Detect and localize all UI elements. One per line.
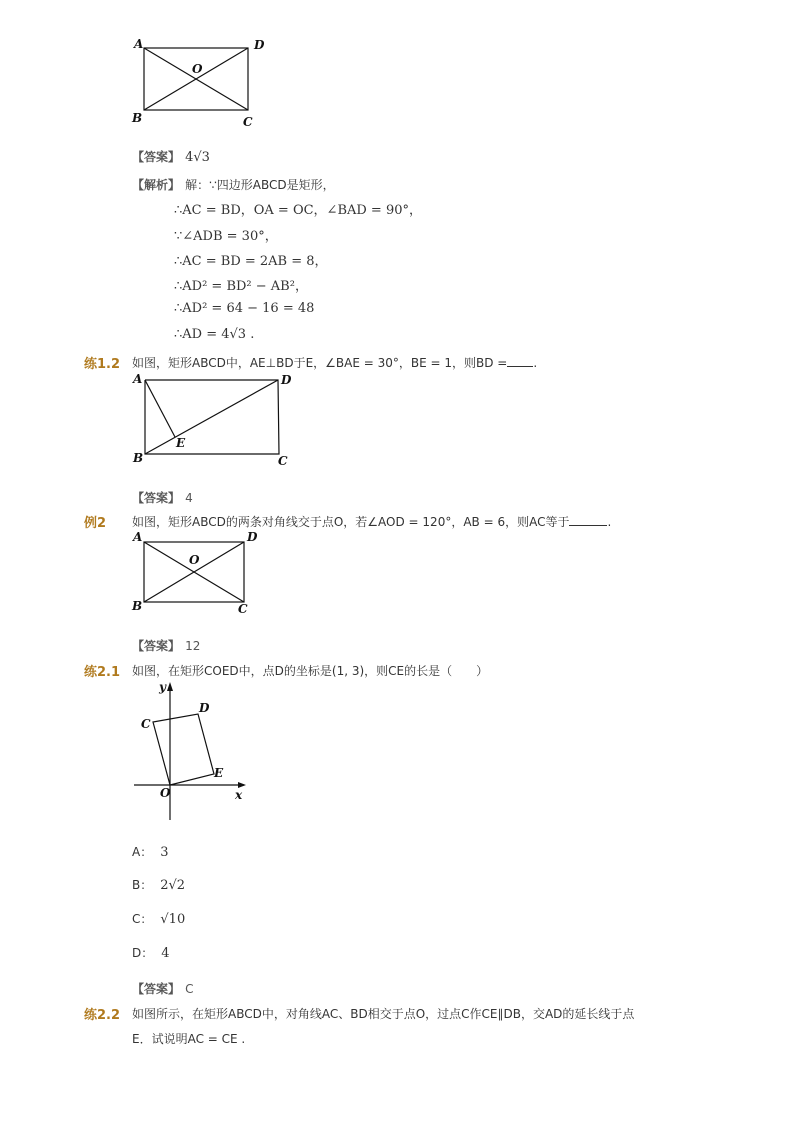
fig4-label-y: y xyxy=(159,680,166,694)
fig1-label-d: D xyxy=(254,38,265,52)
fig1-label-o: O xyxy=(192,62,203,76)
analysis-intro: 解：∵四边形ABCD是矩形， xyxy=(185,178,335,192)
figure-rectangle-abcd-2 xyxy=(128,370,298,470)
fig1-label-a: A xyxy=(134,37,144,51)
answer-block-1 xyxy=(132,146,210,165)
choice-key: B： xyxy=(132,878,153,892)
question-tail: . xyxy=(533,356,538,370)
example-text-2 xyxy=(132,513,611,530)
answer-value: 4√3 xyxy=(185,150,210,165)
choice-value: 2√2 xyxy=(160,878,186,893)
choice-value: √10 xyxy=(160,912,186,927)
choice-b[interactable] xyxy=(132,876,185,893)
choice-key: D： xyxy=(132,946,154,960)
fig2-label-b: B xyxy=(133,451,144,465)
analysis-step-5: ∴AD² = 64 − 16 = 48 xyxy=(174,301,315,316)
fig4-label-d: D xyxy=(199,701,210,715)
question-label-2-1: 练2.1 xyxy=(84,665,121,680)
figure-coordinate-coed xyxy=(128,678,258,823)
answer-tag: 【答案】 xyxy=(132,639,181,653)
fig2-label-a: A xyxy=(133,372,143,386)
answer-value: 12 xyxy=(185,639,201,653)
choice-key: C： xyxy=(132,912,153,926)
analysis-step-2: ∵∠ADB = 30°， xyxy=(174,229,278,244)
choice-value: 4 xyxy=(161,946,170,961)
fig2-label-e: E xyxy=(176,436,186,450)
example-text: 如图，矩形ABCD的两条对角线交于点O，若∠AOD = 120°，AB = 6，则AC等于 xyxy=(132,515,570,529)
analysis-step-4: ∴AD² = BD² − AB²， xyxy=(174,279,308,294)
choice-a[interactable] xyxy=(132,843,169,860)
question-text-1-2 xyxy=(132,354,537,371)
fig4-label-e: E xyxy=(214,766,224,780)
analysis-step-3: ∴AC = BD = 2AB = 8， xyxy=(174,254,328,269)
question-text: 如图，矩形ABCD中，AE⊥BD于E，∠BAE = 30°，BE = 1，则BD = xyxy=(132,356,508,370)
figure-rectangle-abcd-1 xyxy=(130,36,270,128)
choice-value: 3 xyxy=(160,845,169,860)
answer-value: C xyxy=(185,982,194,996)
choice-d[interactable] xyxy=(132,944,170,961)
question-text-2-1: 如图，在矩形COED中，点D的坐标是(1, 3)，则CE的长是（ ） xyxy=(132,664,489,678)
answer-blank xyxy=(507,356,533,367)
choice-key: A： xyxy=(132,845,153,859)
fig3-label-d: D xyxy=(247,530,258,544)
answer-block-2-1 xyxy=(132,978,194,997)
figure-rectangle-abcd-3 xyxy=(130,530,270,620)
example-label-2: 例2 xyxy=(84,516,107,531)
analysis-tag: 【解析】 xyxy=(132,178,181,192)
question-label-2-2: 练2.2 xyxy=(84,1008,121,1023)
fig3-label-o: O xyxy=(189,553,200,567)
choice-c[interactable] xyxy=(132,910,185,927)
analysis-step-6: ∴AD = 4√3 . xyxy=(174,327,255,342)
fig2-label-c: C xyxy=(278,454,288,468)
fig4-label-x: x xyxy=(235,788,243,802)
answer-blank xyxy=(569,515,607,526)
fig4-label-o: O xyxy=(160,786,171,800)
fig3-label-c: C xyxy=(238,602,248,616)
fig1-label-c: C xyxy=(243,115,253,128)
analysis-header xyxy=(132,174,335,193)
answer-value: 4 xyxy=(185,491,193,505)
example-tail: . xyxy=(607,515,612,529)
answer-tag: 【答案】 xyxy=(132,150,181,164)
question-label-1-2: 练1.2 xyxy=(84,357,121,372)
fig2-label-d: D xyxy=(281,373,292,387)
answer-block-2 xyxy=(132,635,200,654)
answer-tag: 【答案】 xyxy=(132,491,181,505)
analysis-step-1: ∴AC = BD，OA = OC，∠BAD = 90°， xyxy=(174,203,423,218)
fig3-label-a: A xyxy=(133,530,143,544)
fig3-label-b: B xyxy=(132,599,143,613)
fig4-label-c: C xyxy=(141,717,151,731)
fig1-label-b: B xyxy=(132,111,143,125)
answer-tag: 【答案】 xyxy=(132,982,181,996)
question-text-2-2-line2: E．试说明AC = CE . xyxy=(132,1032,246,1046)
question-text-2-2-line1: 如图所示，在矩形ABCD中，对角线AC、BD相交于点O，过点C作CE∥DB，交AD的延长线于点 xyxy=(132,1007,635,1021)
answer-block-1-2 xyxy=(132,487,193,506)
